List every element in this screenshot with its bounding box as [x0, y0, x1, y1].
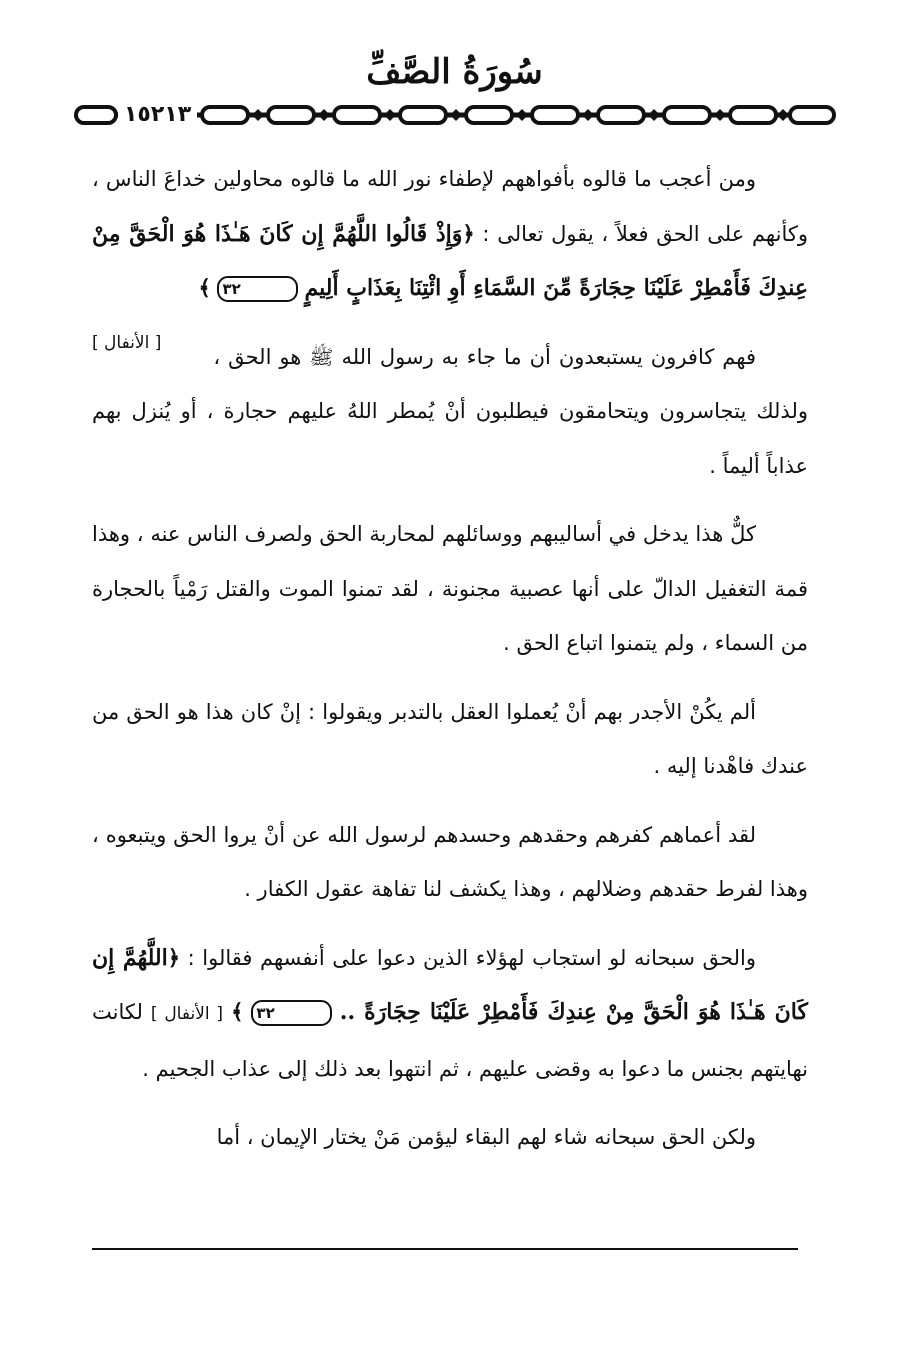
paragraph-5: لقد أعماهم كفرهم وحقدهم وحسدهم لرسول الله عن أنْ يروا الحق ويتبعوه ، وهذا لفرط حقدهم وضلالهم ، وهذا يكشف لنا تفاهة عقول الكفار . — [92, 822, 808, 901]
paragraph-6 — [92, 931, 808, 1097]
footer-rule — [92, 1248, 798, 1250]
paragraph-1 — [92, 152, 808, 353]
quran-open-bracket: ﴿ — [462, 221, 475, 246]
surah-title: سُورَةُ الصَّفِّ — [366, 52, 543, 92]
paragraph-4: ألم يكُنْ الأجدر بهم أنْ يُعملوا العقل بالتدبر ويقولوا : إنْ كان هذا هو الحق من عندك فاهْدنا إليه . — [92, 699, 808, 778]
page-body — [92, 152, 808, 1179]
quran-verse: وَإِذْ قَالُوا اللَّهُمَّ إِن كَانَ هَـٰذَا هُوَ الْحَقَّ مِنْ عِندِكَ فَأَمْطِرْ عَلَيْنَا حِجَارَةً مِّنَ السَّمَاءِ أَوِ ائْتِنَا بِعَذَابٍ أَلِيمٍ — [92, 220, 808, 301]
paragraph-3: كلٌّ هذا يدخل في أساليبهم ووسائلهم لمحاربة الحق ولصرف الناس عنه ، وهذا قمة التغفيل الدالّ على أنها عصبية مجنونة ، لقد تمنوا الموت والقتل رَمْياً بالحجارة من السماء ، ولم يتمنوا اتباع الحق . — [92, 522, 808, 655]
surah-reference: [ الأنفال ] — [150, 1004, 224, 1024]
paragraph-text: هو الحق ، ولذلك يتجاسرون ويتحامقون فيطلبون أنْ يُمطر اللهُ عليهم حجارة ، أو يُنزل بهم عذاباً أليماً . — [92, 344, 808, 478]
paragraph-text: لكانت نهايتهم بجنس ما دعوا به وقضى عليهم ، ثم انتهوا بعد ذلك إلى عذاب الجحيم . — [92, 1000, 808, 1081]
paragraph-text: والحق سبحانه لو استجاب لهؤلاء الذين دعوا على أنفسهم فقالوا : — [187, 945, 757, 970]
quran-verse: اللَّهُمَّ إِن كَانَ هَـٰذَا هُوَ الْحَقَّ مِنْ عِندِكَ فَأَمْطِرْ عَلَيْنَا حِجَارَةً .. — [92, 944, 808, 1025]
pbuh-ligature: ﷺ — [309, 344, 334, 369]
surah-reference: [ الأنفال ] — [92, 332, 162, 353]
paragraph-7: ولكن الحق سبحانه شاء لهم البقاء ليؤمن مَنْ يختار الإيمان ، أما — [216, 1125, 756, 1149]
paragraph-text: ومن أعجب ما قالوه بأفواههم لإطفاء نور الله ما قالوه محاولين خداعَ الناس ، وكأنهم على الحق فعلاً ، يقول تعالى : — [92, 167, 808, 246]
quran-close-bracket: ﴾ — [198, 276, 211, 300]
quran-open-bracket: ﴿ — [167, 945, 181, 970]
ayah-number-marker: ٣٢ — [251, 1000, 331, 1026]
quran-close-bracket: ﴾ — [231, 1000, 244, 1024]
paragraph-text: فهم كافرون يستبعدون أن ما جاء به رسول الله — [341, 344, 757, 369]
ayah-number-marker: ٣٢ — [217, 276, 297, 302]
page-number: ١٥٢١٣ — [118, 100, 197, 130]
